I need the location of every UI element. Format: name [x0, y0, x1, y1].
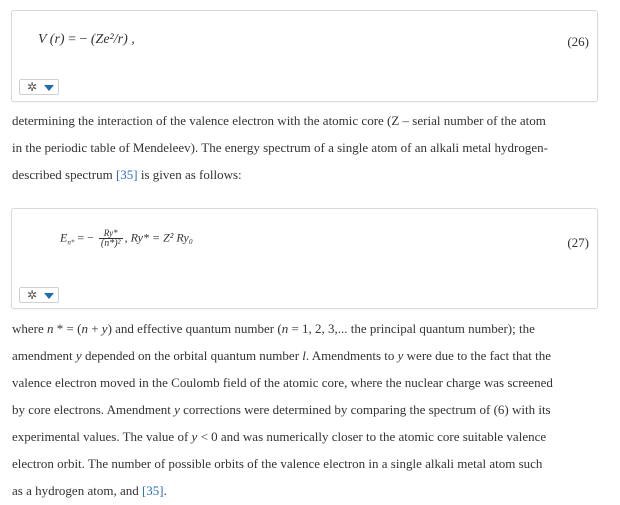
equation-number-27: (27) [567, 235, 589, 250]
equation-box-26 [11, 10, 598, 102]
text-line: experimental values. The value of y < 0 and was numerically closer to the atomic core suitable valence [12, 429, 547, 444]
text-line: valence electron moved in the Coulomb field of the atomic core, where the nuclear charge was screened [12, 375, 553, 390]
equation-box-27 [11, 208, 598, 309]
caret-down-icon [44, 85, 54, 91]
equation-27-formula [60, 229, 193, 248]
paragraph-body [12, 315, 602, 504]
eq26-eq: = − [64, 32, 91, 47]
equation-number-26: (26) [567, 34, 589, 49]
text-line: in the periodic table of Mendeleev). The energy spectrum of a single atom of an alkali metal hydrogen- [12, 140, 548, 155]
reference-link-35[interactable]: [35] [115, 167, 138, 182]
eq27-fraction: $\frac{Ry*}{\text{(n*)²}}$ [100, 228, 121, 249]
text-line: described spectrum [35] is given as follows: [12, 167, 242, 182]
text-line: determining the interaction of the valence electron with the atomic core (Z – serial number of the atom [12, 113, 546, 128]
reference-link-35[interactable]: [35] [141, 483, 164, 498]
text-line: where n * = (n + y) and effective quantum number (n = 1, 2, 3,... the principal quantum number); the [12, 321, 535, 336]
caret-down-icon [44, 293, 54, 299]
eq27-sub: n* [67, 238, 75, 247]
text-line: as a hydrogen atom, and [35]. [12, 483, 167, 498]
gear-icon: ✲ [27, 288, 38, 302]
eq27-eq: = − [74, 230, 97, 245]
gear-icon: ✲ [27, 80, 38, 94]
eq26-rhs: (Ze²/r) , [90, 32, 135, 47]
paragraph-intro [12, 107, 602, 188]
equation-26-formula [38, 32, 135, 48]
text-line: amendment y depended on the orbital quantum number l. Amendments to y were due to the fact that the [12, 348, 552, 363]
equation-menu-button[interactable] [19, 287, 59, 303]
eq26-lhs: V (r) [38, 32, 65, 47]
text-line: by core electrons. Amendment y corrections were determined by comparing the spectrum of (6) with its [12, 402, 551, 417]
text-line: electron orbit. The number of possible orbits of the valence electron in a single alkali metal atom such [12, 456, 543, 471]
equation-menu-button[interactable] [19, 79, 59, 95]
eq27-lhs: E [60, 230, 68, 245]
eq27-tail: , Ry* = Z² Ry₀ [124, 230, 193, 245]
